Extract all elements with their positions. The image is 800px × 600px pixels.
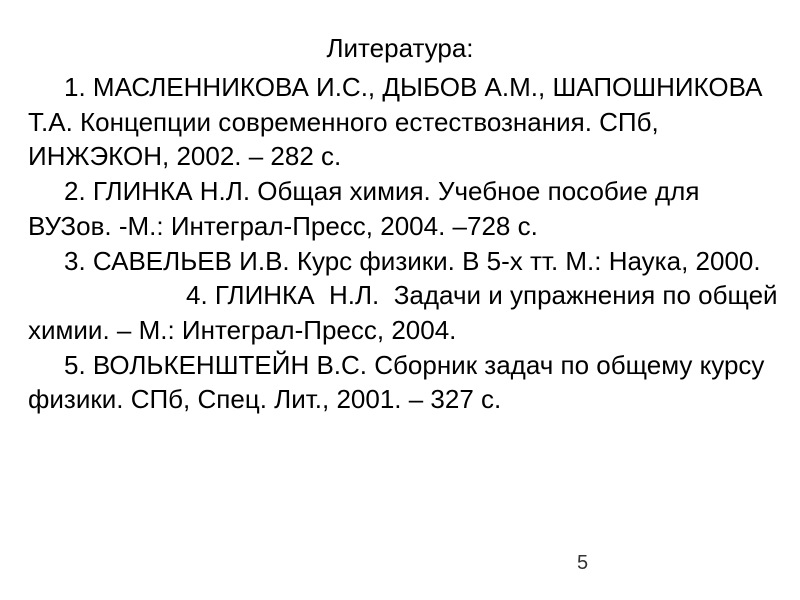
reference-item-4: 4. ГЛИНКА Н.Л. Задачи и упражнения по общей химии. – М.: Интеграл-Пресс, 2004. xyxy=(28,280,785,345)
reference-list xyxy=(28,70,785,417)
reference-item-5: 5. ВОЛЬКЕНШТЕЙН В.С. Сборник задач по общему курсу физики. СПб, Спец. Лит., 2001. – 327 с. xyxy=(28,349,765,415)
reference-item-2: 2. ГЛИНКА Н.Л. Общая химия. Учебное пособие для ВУЗов. -М.: Интеграл-Пресс, 2004. –728 с. xyxy=(28,176,700,241)
reference-item-1: 1. МАСЛЕННИКОВА И.С., ДЫБОВ А.М., ШАПОШНИКОВА Т.А. Концепции современного естествознания. СПб, ИНЖЭКОН, 2002. – 282 с. xyxy=(28,72,763,172)
slide-title: Литература: xyxy=(326,33,474,63)
reference-item-3: 3. САВЕЛЬЕВ И.В. Курс физики. В 5-х тт. М.: Наука, 2000. xyxy=(64,245,761,276)
page-number: 5 xyxy=(577,552,589,574)
